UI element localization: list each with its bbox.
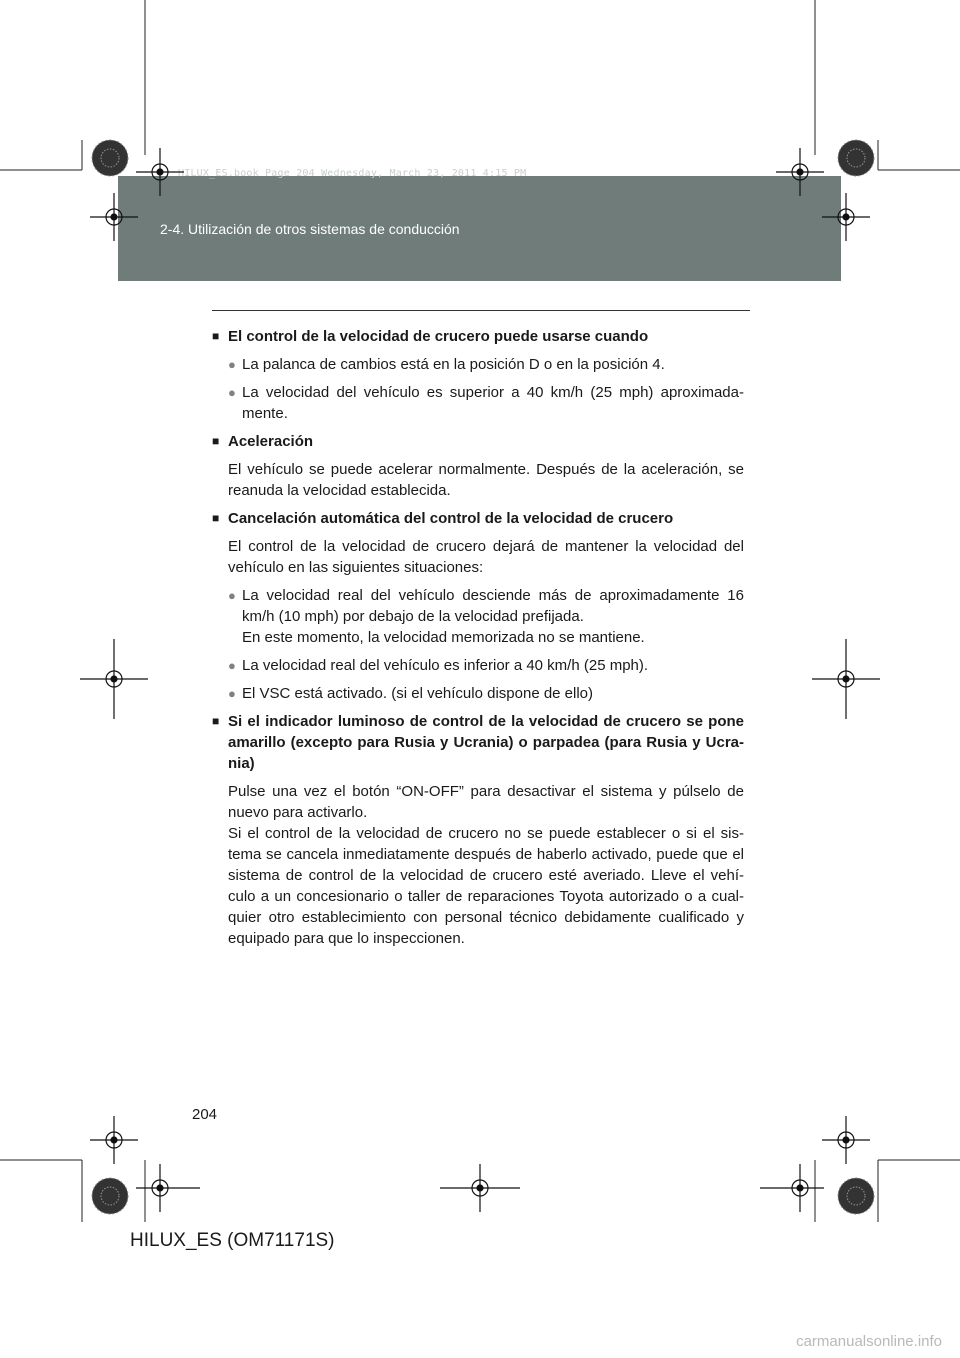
paragraph: Pulse una vez el botón “ON-OFF” para desactivar el sistema y púlselo de nuevo para activarlo. Si el control de la velocidad de crucero no se puede establecer o si el sis-tema se cancela inmediatamente después de haberlo activado, puede que el sistema de control de la velocidad de crucero esté averiado. Lleve el vehí-culo a un concesionario o taller de reparaciones Toyota autorizado o a cual-quier otro establecimiento con personal técnico debidamente cualificado y equipado para que lo inspeccionen. [228, 783, 744, 947]
section-heading: ■ El control de la velocidad de crucero puede usarse cuando [212, 328, 649, 345]
paragraph: El vehículo se puede acelerar normalmente. Después de la aceleración, se reanuda la velocidad establecida. [228, 461, 744, 499]
list-item: ● La velocidad del vehículo es superior a 40 km/h (25 mph) aproximada-mente. [228, 384, 744, 422]
list-item: ● La velocidad real del vehículo es inferior a 40 km/h (25 mph). [228, 657, 649, 674]
square-bullet-icon: ■ [212, 434, 220, 448]
section-heading: ■ Si el indicador luminoso de control de la velocidad de crucero se pone amarillo (excepto para Rusia y Ucrania) o parpadea (para Rusia y Ucra-nia) [212, 713, 744, 772]
model-code: HILUX_ES (OM71171S) [130, 1230, 335, 1251]
page-body [212, 326, 744, 956]
list-item: ● El VSC está activado. (si el vehículo dispone de ello) [228, 685, 594, 702]
paragraph: El control de la velocidad de crucero dejará de mantener la velocidad del vehículo en las siguientes situaciones: [228, 538, 744, 576]
section-heading: ■ Cancelación automática del control de la velocidad de crucero [212, 510, 674, 527]
list-item: ● La palanca de cambios está en la posición D o en la posición 4. [228, 356, 665, 373]
round-bullet-icon: ● [228, 588, 236, 603]
round-bullet-icon: ● [228, 385, 236, 400]
page-number: 204 [192, 1106, 218, 1123]
list-item: ● La velocidad real del vehículo desciende más de aproximadamente 16 km/h (10 mph) por debajo de la velocidad prefijada. En este momento, la velocidad memorizada no se mantiene. [228, 587, 744, 646]
watermark: carmanualsonline.info [796, 1333, 942, 1350]
square-bullet-icon: ■ [212, 511, 220, 525]
section-heading: ■ Aceleración [212, 433, 314, 450]
round-bullet-icon: ● [228, 357, 236, 372]
square-bullet-icon: ■ [212, 714, 220, 728]
round-bullet-icon: ● [228, 658, 236, 673]
section-title: 2-4. Utilización de otros sistemas de conducción [160, 221, 460, 237]
book-stamp: HILUX_ES.book Page 204 Wednesday, March 23, 2011 4:15 PM [178, 168, 527, 179]
square-bullet-icon: ■ [212, 329, 220, 343]
round-bullet-icon: ● [228, 686, 236, 701]
